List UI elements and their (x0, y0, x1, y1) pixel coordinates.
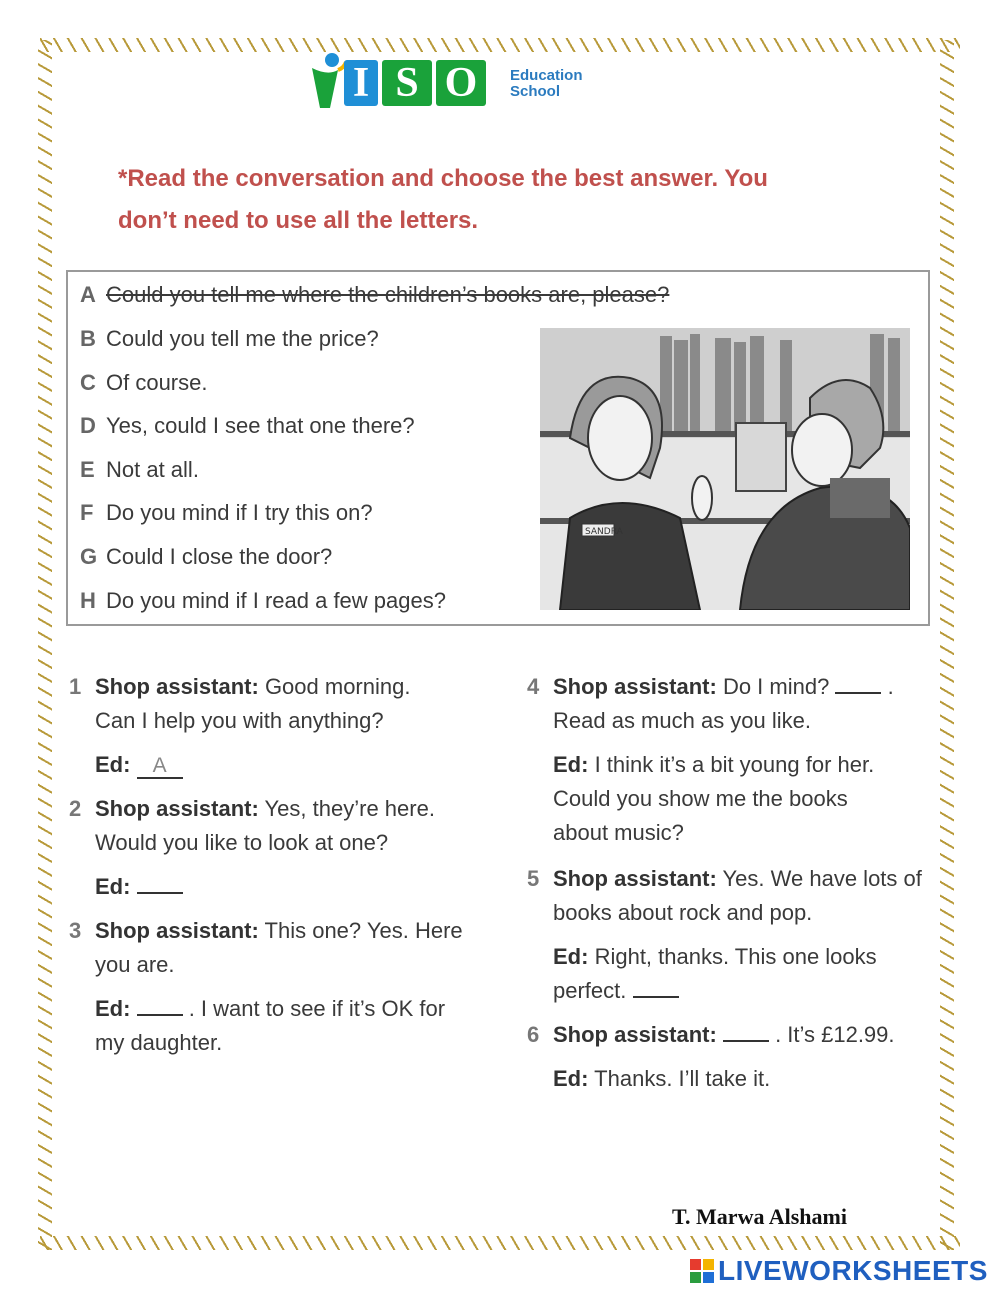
option-letter: C (80, 370, 96, 395)
option-a (80, 282, 669, 308)
option-letter: B (80, 326, 96, 351)
logo-letter-o: O (436, 60, 486, 106)
speech-text: books about rock and pop. (553, 900, 813, 925)
speaker-label: Shop assistant: (553, 1022, 717, 1047)
school-logo (308, 50, 628, 114)
speech-text: Good morning. (264, 674, 411, 699)
item-number: 2 (69, 796, 82, 821)
speech-text: you are. (95, 952, 175, 977)
answer-options-box (66, 270, 930, 626)
liveworksheets-icon (690, 1259, 714, 1283)
speaker-label: Shop assistant: (553, 674, 717, 699)
logo-text-school: School (510, 83, 561, 100)
option-letter: E (80, 457, 95, 482)
answer-field-6[interactable] (723, 1022, 769, 1042)
name-badge: SANDRA (585, 527, 623, 537)
instruction-line-2: don’t need to use all the letters. (118, 207, 479, 234)
decorative-border-right (940, 40, 954, 1250)
speech-text: perfect. (553, 978, 627, 1003)
option-c (80, 370, 207, 396)
speech-text: Yes. We have lots of (722, 866, 922, 891)
item-number: 3 (69, 918, 82, 943)
option-text: Do you mind if I try this on? (106, 500, 373, 525)
option-text: Could you tell me where the children’s books are, please? (106, 282, 670, 307)
teacher-signature: T. Marwa Alshami (672, 1204, 847, 1229)
person-icon (308, 50, 348, 114)
option-g (80, 544, 332, 570)
option-text: Of course. (106, 370, 208, 395)
option-text: Could I close the door? (106, 544, 333, 569)
speaker-label: Ed: (95, 874, 131, 899)
option-letter: G (80, 544, 98, 569)
speaker-label: Shop assistant: (95, 674, 259, 699)
option-letter: H (80, 588, 96, 613)
speech-text: This one? Yes. Here (264, 918, 463, 943)
speech-text: about music? (553, 820, 684, 845)
speech-text: Yes, they’re here. (264, 796, 435, 821)
item-number: 5 (527, 866, 540, 891)
dialogue-item-1 (69, 670, 475, 782)
answer-field-4[interactable] (835, 674, 881, 694)
instruction-line-1: *Read the conversation and choose the best answer. You (118, 165, 768, 192)
option-text: Could you tell me the price? (106, 326, 379, 351)
speech-text: Read as much as you like. (553, 708, 812, 733)
speech-text: Thanks. I’ll take it. (594, 1066, 771, 1091)
speaker-label: Ed: (95, 752, 131, 777)
watermark-text: LIVEWORKSHEETS (718, 1255, 988, 1286)
item-number: 4 (527, 674, 540, 699)
dialogue-item-6 (527, 1018, 933, 1096)
item-number: 6 (527, 1022, 540, 1047)
option-letter: A (80, 282, 96, 307)
dialogue-item-5 (527, 862, 943, 1008)
speech-text: Do I mind? (722, 674, 830, 699)
speaker-label: Ed: (553, 1066, 589, 1091)
liveworksheets-watermark (690, 1256, 988, 1286)
answer-field-5[interactable] (633, 978, 679, 998)
option-b (80, 326, 379, 352)
option-e (80, 457, 199, 483)
dialogue-item-2 (69, 792, 475, 904)
speaker-label: Ed: (553, 752, 589, 777)
instruction-text (118, 158, 838, 242)
speech-text: Could you show me the books (553, 786, 848, 811)
option-text: Not at all. (106, 457, 199, 482)
answer-field-2[interactable] (137, 874, 183, 894)
speech-text: . I want to see if it’s OK for (188, 996, 446, 1021)
option-h (80, 588, 446, 614)
dialogue-item-3 (69, 914, 495, 1060)
option-d (80, 413, 415, 439)
speaker-label: Shop assistant: (95, 918, 259, 943)
speech-text: Right, thanks. This one looks (594, 944, 877, 969)
logo-letter-s: S (382, 60, 432, 106)
decorative-border-bottom (40, 1236, 960, 1250)
speech-text: Would you like to look at one? (95, 830, 389, 855)
option-letter: F (80, 500, 94, 525)
speech-text: I think it’s a bit young for her. (594, 752, 875, 777)
option-text: Do you mind if I read a few pages? (106, 588, 446, 613)
item-number: 1 (69, 674, 82, 699)
answer-field-3[interactable] (137, 996, 183, 1016)
option-f (80, 500, 373, 526)
answer-field-1[interactable]: A (137, 755, 183, 779)
speech-text: Can I help you with anything? (95, 708, 384, 733)
decorative-border-left (38, 40, 52, 1250)
logo-text-education: Education (510, 67, 583, 84)
speaker-label: Ed: (95, 996, 131, 1021)
speaker-label: Shop assistant: (95, 796, 259, 821)
bookshop-illustration (540, 328, 910, 610)
option-letter: D (80, 413, 96, 438)
logo-letter-i: I (344, 60, 378, 106)
option-text: Yes, could I see that one there? (106, 413, 415, 438)
dialogue-item-4 (527, 670, 933, 850)
speech-text: my daughter. (95, 1030, 223, 1055)
speech-text: . (887, 674, 894, 699)
speaker-label: Ed: (553, 944, 589, 969)
speech-text: . It’s £12.99. (775, 1022, 895, 1047)
speaker-label: Shop assistant: (553, 866, 717, 891)
